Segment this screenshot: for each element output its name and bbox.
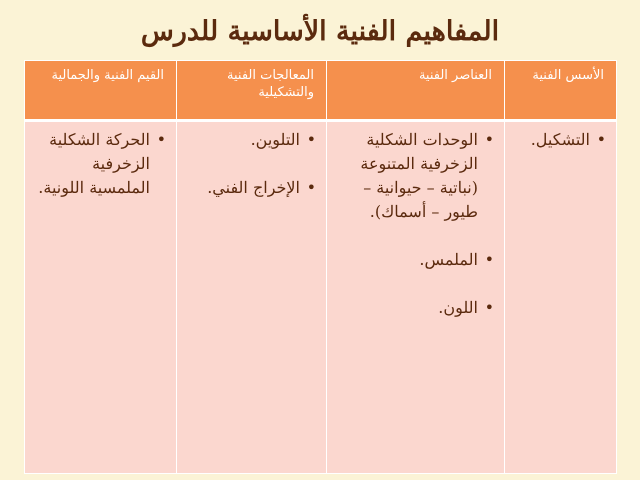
table-header-row [25, 61, 617, 121]
concepts-table-wrapper [24, 60, 616, 474]
header-aesthetic-values: القيم الفنية والجمالية [25, 61, 177, 121]
cell-elements [327, 121, 505, 474]
header-artistic-foundations: الأسس الفنية [505, 61, 617, 121]
table-row [25, 121, 617, 474]
list-item [331, 248, 500, 272]
bullet-icon: • [484, 298, 494, 317]
slide-title: المفاهيم الفنية الأساسية للدرس [140, 16, 500, 47]
cell-values [25, 121, 177, 474]
list-item [331, 296, 500, 320]
list-item [181, 176, 322, 200]
list-item-text: الملمس. [419, 250, 478, 269]
list-item-text: الحركة الشكلية الزخرفية الملمسية اللونية. [38, 130, 150, 197]
bullet-icon: • [156, 130, 166, 149]
bullet-icon: • [484, 250, 494, 269]
cell-foundations [505, 121, 617, 474]
bullet-icon: • [306, 130, 316, 149]
header-artistic-elements: العناصر الفنية [327, 61, 505, 121]
list-item-text: التشكيل. [530, 130, 590, 149]
values-list [29, 128, 172, 200]
list-item [509, 128, 612, 152]
foundations-list [509, 128, 612, 152]
elements-list [331, 128, 500, 320]
header-artistic-treatments: المعالجات الفنية والتشكيلية [177, 61, 327, 121]
list-item [331, 128, 500, 224]
concepts-table [24, 60, 617, 474]
treatments-list [181, 128, 322, 200]
list-item-text: اللون. [438, 298, 478, 317]
bullet-icon: • [306, 178, 316, 197]
list-item-text: الوحدات الشكلية الزخرفية المتنوعة (نباتية – حيوانية – طيور – أسماك). [360, 130, 478, 221]
bullet-icon: • [596, 130, 606, 149]
bullet-icon: • [484, 130, 494, 149]
list-item [29, 128, 172, 200]
cell-treatments [177, 121, 327, 474]
list-item [181, 128, 322, 152]
list-item-text: التلوين. [250, 130, 300, 149]
list-item-text: الإخراج الفني. [207, 178, 300, 197]
